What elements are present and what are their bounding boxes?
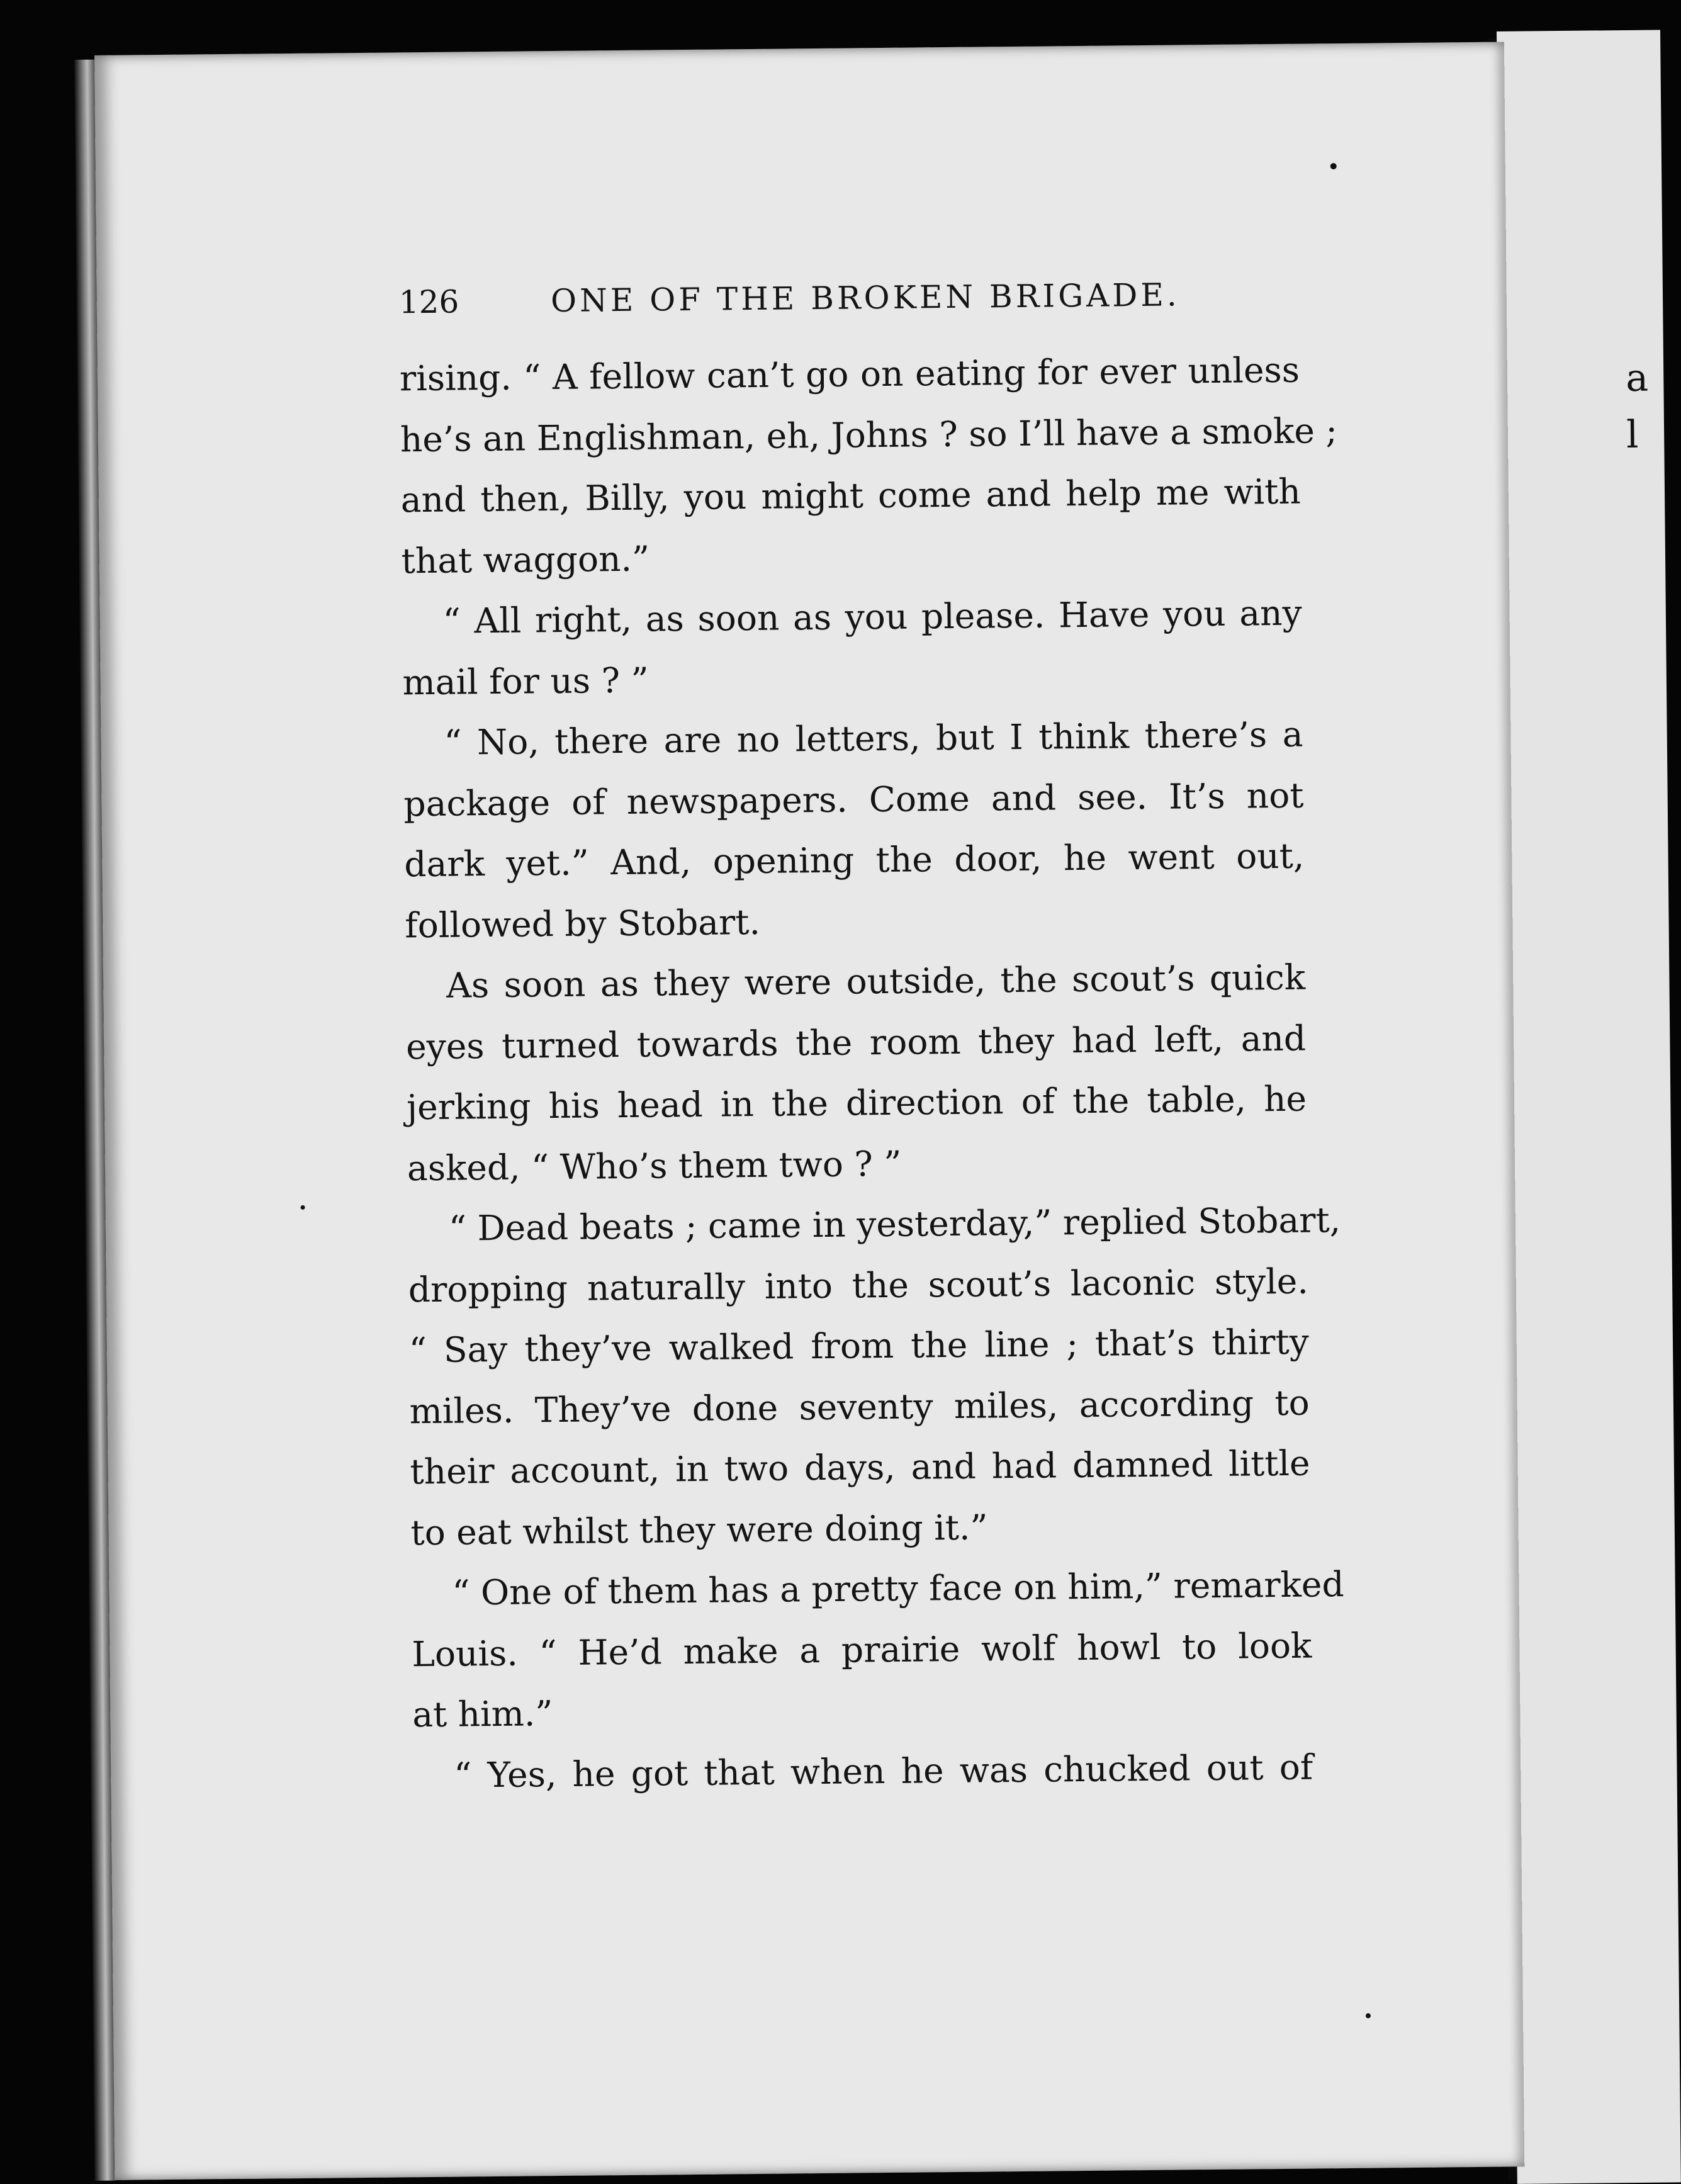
text-line: As soon as they were outside, the scout’s quick [446,957,1306,1006]
text-line: “ No, there are no letters, but I think there’s a [444,714,1303,763]
body-text [399,340,1344,1806]
page-number: 126 [398,283,459,321]
ink-speck [1366,2013,1371,2018]
text-line: package of newspapers. Come and see. It’s not [403,775,1304,824]
text-line: miles. They’ve done seventy miles, according to [409,1382,1310,1431]
text-line: to eat whilst they were doing it.” [410,1506,988,1553]
text-line: “ Yes, he got that when he was chucked out of [453,1747,1313,1796]
ink-speck [301,1205,305,1210]
facing-page-fragment: l [1626,412,1639,458]
page-header [399,276,1180,320]
ink-speck [1330,163,1337,169]
text-line: dropping naturally into the scout’s laconic style. [408,1261,1309,1310]
text-line: he’s an Englishman, eh, Johns ? so I’ll have a smoke ; [400,410,1338,459]
text-line: their account, in two days, and had damned little [410,1443,1310,1492]
text-line: rising. “ A fellow can’t go on eating for ever unless [399,349,1300,399]
facing-page-fragment: a [1625,356,1649,401]
text-line: eyes turned towards the room they had left, and [405,1018,1307,1067]
text-line: that waggon.” [401,538,650,581]
running-head: ONE OF THE BROKEN BRIGADE. [550,276,1180,320]
book-page [94,42,1524,2180]
text-line: “ Dead beats ; came in yesterday,” replied Stobart, [448,1200,1341,1249]
text-line: Louis. “ He’d make a prairie wolf howl to look [412,1625,1312,1674]
text-line: at him.” [412,1693,553,1735]
text-line: dark yet.” And, opening the door, he went out, [404,835,1305,885]
text-line: asked, “ Who’s them two ? ” [407,1143,902,1188]
text-line: followed by Stobart. [404,901,761,945]
text-line: “ Say they’ve walked from the line ; that’s thirty [408,1321,1310,1371]
text-line: “ One of them has a pretty face on him,” remarked [452,1564,1344,1613]
facing-page [1497,30,1681,2184]
text-line: “ All right, as soon as you please. Have you any [442,592,1302,641]
text-line: and then, Billy, you might come and help me with [400,471,1302,521]
text-line: mail for us ? ” [402,660,649,702]
text-line: jerking his head in the direction of the table, he [406,1078,1307,1128]
